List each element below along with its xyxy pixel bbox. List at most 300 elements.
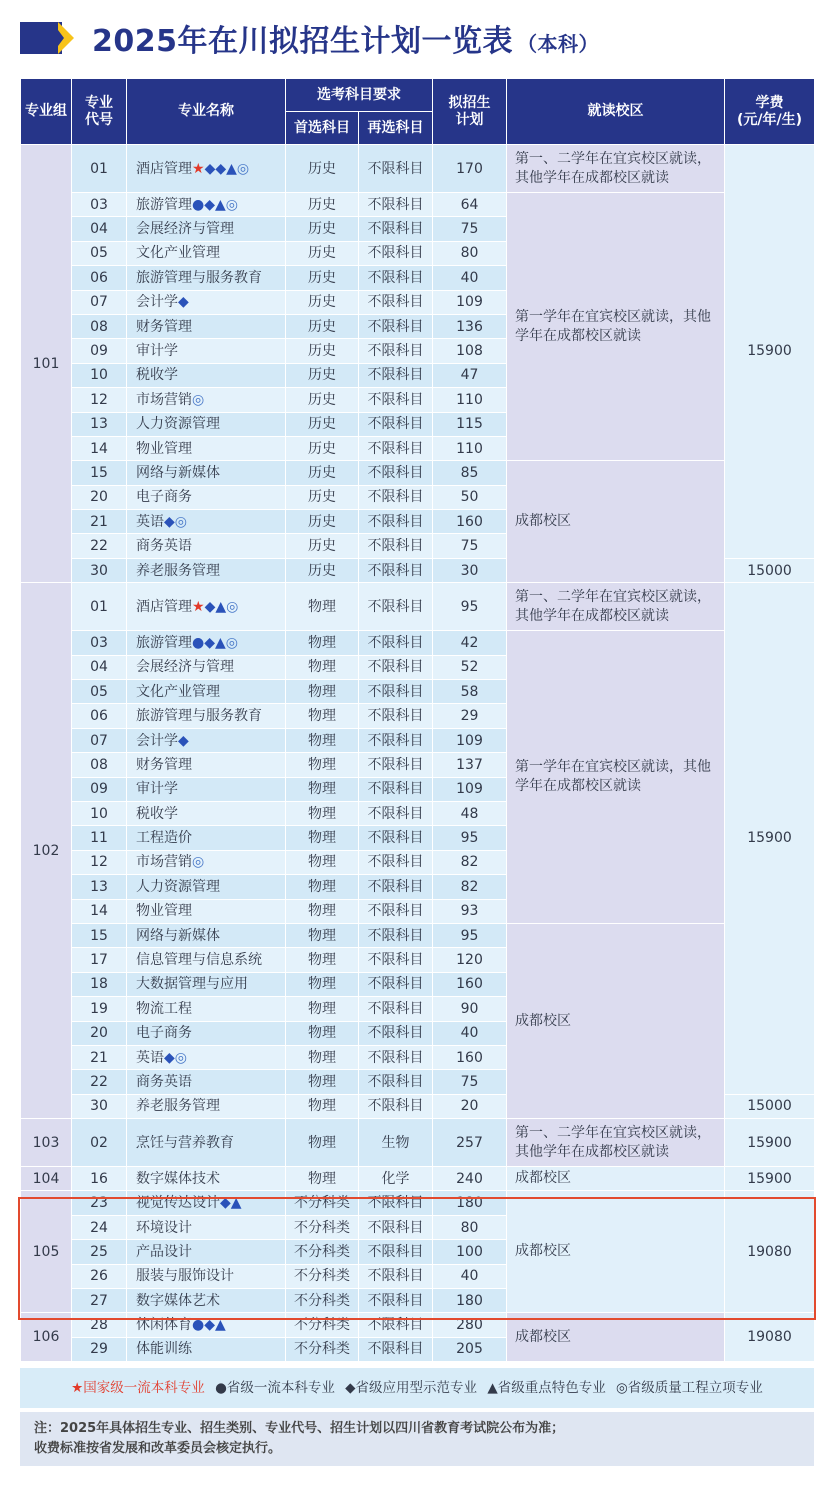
- major-name-cell: [127, 923, 286, 947]
- table-row: [21, 923, 815, 947]
- second-subject-cell: 不限科目: [359, 801, 433, 825]
- second-subject-cell: 不限科目: [359, 534, 433, 558]
- honor-mark-icon: ◆: [215, 160, 227, 177]
- code-cell: 16: [72, 1167, 127, 1191]
- code-cell: 01: [72, 145, 127, 193]
- honor-mark-icon: ★: [192, 160, 205, 177]
- fee-cell: 19080: [725, 1313, 815, 1362]
- plan-count-cell: 109: [433, 777, 507, 801]
- second-subject-cell: 不限科目: [359, 388, 433, 412]
- plan-count-cell: 95: [433, 583, 507, 631]
- second-subject-cell: 不限科目: [359, 339, 433, 363]
- major-name: 信息管理与信息系统: [136, 952, 262, 969]
- major-name-cell: [127, 1191, 286, 1215]
- code-cell: 14: [72, 436, 127, 460]
- code-cell: 12: [72, 388, 127, 412]
- first-subject-cell: 不分科类: [286, 1264, 359, 1288]
- fee-cell: 15900: [725, 145, 815, 559]
- major-name: 烹饪与营养教育: [136, 1134, 234, 1151]
- major-name-cell: [127, 801, 286, 825]
- code-cell: 04: [72, 655, 127, 679]
- first-subject-cell: 物理: [286, 1021, 359, 1045]
- major-marks: [192, 854, 204, 870]
- major-name: 产品设计: [136, 1243, 192, 1260]
- major-marks: [192, 1317, 226, 1333]
- fee-cell: 15000: [725, 1094, 815, 1118]
- plan-count-cell: 120: [433, 948, 507, 972]
- campus-cell: 第一学年在宜宾校区就读，其他学年在成都校区就读: [507, 193, 725, 461]
- major-name: 物流工程: [136, 1000, 192, 1017]
- col-fee-header: [725, 79, 815, 145]
- table-row: [21, 631, 815, 655]
- second-subject-cell: 不限科目: [359, 826, 433, 850]
- first-subject-cell: 物理: [286, 972, 359, 996]
- first-subject-cell: 不分科类: [286, 1240, 359, 1264]
- plan-count-cell: 75: [433, 1070, 507, 1094]
- honor-mark-icon: ◎: [192, 854, 205, 871]
- major-name-cell: [127, 826, 286, 850]
- first-subject-cell: 历史: [286, 145, 359, 193]
- second-subject-cell: 不限科目: [359, 850, 433, 874]
- plan-count-cell: 75: [433, 534, 507, 558]
- major-name-cell: [127, 1045, 286, 1069]
- group-cell: 104: [21, 1167, 72, 1191]
- major-name: 电子商务: [136, 1025, 192, 1042]
- honor-mark-icon: ◆: [204, 598, 216, 615]
- major-name-cell: [127, 631, 286, 655]
- table-row: [21, 583, 815, 631]
- table-body: [21, 145, 815, 1362]
- honor-mark-icon: ◆: [204, 160, 216, 177]
- second-subject-cell: 不限科目: [359, 436, 433, 460]
- major-name: 税收学: [136, 367, 178, 384]
- second-subject-cell: 化学: [359, 1167, 433, 1191]
- major-name-cell: [127, 193, 286, 217]
- honor-mark-icon: ▲: [226, 160, 237, 177]
- group-cell: 101: [21, 145, 72, 583]
- second-subject-cell: 不限科目: [359, 704, 433, 728]
- first-subject-cell: 历史: [286, 193, 359, 217]
- plan-count-cell: 82: [433, 850, 507, 874]
- col-plan-line2: 计划: [455, 111, 484, 128]
- code-cell: 11: [72, 826, 127, 850]
- code-cell: 18: [72, 972, 127, 996]
- major-name: 人力资源管理: [136, 416, 220, 433]
- first-subject-cell: 物理: [286, 728, 359, 752]
- code-cell: 24: [72, 1215, 127, 1239]
- honor-mark-icon: ▲: [215, 1317, 226, 1334]
- code-cell: 10: [72, 801, 127, 825]
- col-code-line2: 代号: [85, 111, 113, 128]
- second-subject-cell: 不限科目: [359, 1215, 433, 1239]
- table-row: [21, 1191, 815, 1215]
- second-subject-cell: 不限科目: [359, 997, 433, 1021]
- major-name: 电子商务: [136, 489, 192, 506]
- col-campus-header: 就读校区: [507, 79, 725, 145]
- plan-count-cell: 109: [433, 728, 507, 752]
- group-cell: 106: [21, 1313, 72, 1362]
- plan-count-cell: 109: [433, 290, 507, 314]
- major-name: 环境设计: [136, 1219, 192, 1236]
- major-name-cell: [127, 461, 286, 485]
- major-marks: [192, 635, 238, 651]
- second-subject-cell: 不限科目: [359, 655, 433, 679]
- code-cell: 15: [72, 461, 127, 485]
- code-cell: 27: [72, 1289, 127, 1313]
- major-name: 文化产业管理: [136, 683, 220, 700]
- group-cell: 102: [21, 583, 72, 1119]
- first-subject-cell: 物理: [286, 1119, 359, 1167]
- campus-cell: 成都校区: [507, 461, 725, 583]
- campus-cell: 第一、二学年在宜宾校区就读，其他学年在成都校区就读: [507, 583, 725, 631]
- plan-count-cell: 180: [433, 1191, 507, 1215]
- first-subject-cell: 历史: [286, 558, 359, 582]
- major-name-cell: [127, 1094, 286, 1118]
- honor-mark-icon: ▲: [215, 634, 226, 651]
- first-subject-cell: 历史: [286, 241, 359, 265]
- code-cell: 05: [72, 680, 127, 704]
- honor-mark-icon: ●: [192, 1317, 205, 1334]
- major-name-cell: [127, 1337, 286, 1361]
- first-subject-cell: 历史: [286, 534, 359, 558]
- table-row: [21, 1119, 815, 1167]
- code-cell: 15: [72, 923, 127, 947]
- plan-count-cell: 64: [433, 193, 507, 217]
- code-cell: 03: [72, 631, 127, 655]
- major-name-cell: [127, 290, 286, 314]
- plan-count-cell: 82: [433, 875, 507, 899]
- honor-mark-icon: ◎: [174, 1049, 187, 1066]
- first-subject-cell: 不分科类: [286, 1191, 359, 1215]
- second-subject-cell: 不限科目: [359, 145, 433, 193]
- honor-mark-icon: ◆: [178, 294, 189, 311]
- major-name: 物业管理: [136, 440, 192, 457]
- second-subject-cell: 不限科目: [359, 510, 433, 534]
- major-marks: [192, 392, 204, 408]
- table-row: [21, 1313, 815, 1337]
- code-cell: 20: [72, 485, 127, 509]
- plan-count-cell: 29: [433, 704, 507, 728]
- major-name-cell: [127, 680, 286, 704]
- second-subject-cell: 不限科目: [359, 1191, 433, 1215]
- second-subject-cell: 不限科目: [359, 1337, 433, 1361]
- page-title: [92, 16, 599, 60]
- first-subject-cell: 历史: [286, 388, 359, 412]
- major-name: 酒店管理: [136, 598, 192, 615]
- first-subject-cell: 不分科类: [286, 1337, 359, 1361]
- second-subject-cell: 不限科目: [359, 363, 433, 387]
- plan-count-cell: 80: [433, 241, 507, 265]
- col-subject-req-header: 选考科目要求: [286, 79, 433, 112]
- major-name: 旅游管理: [136, 634, 192, 651]
- table-row: [21, 461, 815, 485]
- first-subject-cell: 不分科类: [286, 1313, 359, 1337]
- major-name-cell: [127, 217, 286, 241]
- major-name: 数字媒体艺术: [136, 1292, 220, 1309]
- major-name-cell: [127, 412, 286, 436]
- col-plan-header: [433, 79, 507, 145]
- major-name: 会展经济与管理: [136, 659, 234, 676]
- campus-cell: 成都校区: [507, 1167, 725, 1191]
- major-name: 体能训练: [136, 1341, 192, 1358]
- first-subject-cell: 物理: [286, 826, 359, 850]
- plan-count-cell: 40: [433, 1264, 507, 1288]
- major-name: 会计学: [136, 294, 178, 311]
- code-cell: 06: [72, 704, 127, 728]
- second-subject-cell: 不限科目: [359, 412, 433, 436]
- major-name-cell: [127, 558, 286, 582]
- honor-mark-icon: ▲: [215, 196, 226, 213]
- major-name-cell: [127, 241, 286, 265]
- major-name: 旅游管理与服务教育: [136, 708, 262, 725]
- second-subject-cell: 不限科目: [359, 461, 433, 485]
- second-subject-cell: 不限科目: [359, 923, 433, 947]
- major-name-cell: [127, 997, 286, 1021]
- legend: [20, 1368, 814, 1408]
- plan-count-cell: 100: [433, 1240, 507, 1264]
- fee-cell: 15900: [725, 583, 815, 1094]
- plan-count-cell: 85: [433, 461, 507, 485]
- major-name-cell: [127, 266, 286, 290]
- major-marks: [178, 294, 189, 310]
- legend-national: ★国家级一流本科专业: [71, 1380, 205, 1396]
- second-subject-cell: 不限科目: [359, 631, 433, 655]
- honor-mark-icon: ●: [192, 196, 205, 213]
- first-subject-cell: 物理: [286, 631, 359, 655]
- major-name-cell: [127, 314, 286, 338]
- code-cell: 29: [72, 1337, 127, 1361]
- second-subject-cell: 不限科目: [359, 728, 433, 752]
- code-cell: 20: [72, 1021, 127, 1045]
- major-name: 会计学: [136, 732, 178, 749]
- honor-mark-icon: ◎: [225, 196, 238, 213]
- code-cell: 22: [72, 534, 127, 558]
- campus-cell: 成都校区: [507, 1191, 725, 1313]
- code-cell: 23: [72, 1191, 127, 1215]
- second-subject-cell: 不限科目: [359, 1240, 433, 1264]
- major-name-cell: [127, 1289, 286, 1313]
- major-name-cell: [127, 753, 286, 777]
- major-name-cell: [127, 1215, 286, 1239]
- col-second-subject-header: 再选科目: [359, 112, 433, 145]
- group-cell: 105: [21, 1191, 72, 1313]
- col-code-header: [72, 79, 127, 145]
- first-subject-cell: 物理: [286, 777, 359, 801]
- major-name: 数字媒体技术: [136, 1170, 220, 1187]
- first-subject-cell: 物理: [286, 1070, 359, 1094]
- code-cell: 04: [72, 217, 127, 241]
- second-subject-cell: 不限科目: [359, 485, 433, 509]
- first-subject-cell: 物理: [286, 923, 359, 947]
- first-subject-cell: 历史: [286, 217, 359, 241]
- code-cell: 25: [72, 1240, 127, 1264]
- col-first-subject-header: 首选科目: [286, 112, 359, 145]
- plan-count-cell: 40: [433, 1021, 507, 1045]
- first-subject-cell: 物理: [286, 1094, 359, 1118]
- plan-count-cell: 50: [433, 485, 507, 509]
- legend-key: ▲省级重点特色专业: [487, 1380, 606, 1396]
- first-subject-cell: 物理: [286, 875, 359, 899]
- plan-count-cell: 52: [433, 655, 507, 679]
- first-subject-cell: 物理: [286, 899, 359, 923]
- first-subject-cell: 历史: [286, 485, 359, 509]
- major-name-cell: [127, 388, 286, 412]
- major-name: 休闲体育: [136, 1317, 192, 1334]
- honor-mark-icon: ◆: [220, 1195, 231, 1212]
- honor-mark-icon: ▲: [230, 1195, 242, 1212]
- major-name: 工程造价: [136, 830, 192, 847]
- major-name-cell: [127, 339, 286, 363]
- major-name-cell: [127, 1070, 286, 1094]
- major-name-cell: [127, 948, 286, 972]
- plan-count-cell: 180: [433, 1289, 507, 1313]
- first-subject-cell: 物理: [286, 655, 359, 679]
- plan-count-cell: 48: [433, 801, 507, 825]
- major-marks: [164, 514, 187, 530]
- major-name: 财务管理: [136, 318, 192, 335]
- major-name-cell: [127, 436, 286, 460]
- code-cell: 17: [72, 948, 127, 972]
- first-subject-cell: 物理: [286, 704, 359, 728]
- first-subject-cell: 物理: [286, 583, 359, 631]
- first-subject-cell: 物理: [286, 850, 359, 874]
- code-cell: 13: [72, 875, 127, 899]
- code-cell: 21: [72, 1045, 127, 1069]
- table-row: [21, 1167, 815, 1191]
- plan-count-cell: 42: [433, 631, 507, 655]
- col-group-header: 专业组: [21, 79, 72, 145]
- plan-count-cell: 110: [433, 388, 507, 412]
- major-name: 财务管理: [136, 756, 192, 773]
- plan-count-cell: 160: [433, 972, 507, 996]
- honor-mark-icon: ★: [192, 598, 205, 615]
- major-name-cell: [127, 899, 286, 923]
- major-name-cell: [127, 777, 286, 801]
- major-name: 养老服务管理: [136, 1098, 220, 1115]
- table-row: [21, 193, 815, 217]
- major-name: 人力资源管理: [136, 878, 220, 895]
- second-subject-cell: 不限科目: [359, 1313, 433, 1337]
- first-subject-cell: 历史: [286, 510, 359, 534]
- col-plan-line1: 拟招生: [448, 94, 491, 111]
- campus-cell: 第一学年在宜宾校区就读，其他学年在成都校区就读: [507, 631, 725, 924]
- major-name-cell: [127, 875, 286, 899]
- honor-mark-icon: ◆: [164, 1049, 175, 1066]
- title-suffix: （本科）: [517, 32, 599, 56]
- honor-mark-icon: ◎: [174, 513, 187, 530]
- major-name: 文化产业管理: [136, 245, 220, 262]
- major-name: 税收学: [136, 805, 178, 822]
- major-name: 市场营销: [136, 391, 192, 408]
- plan-count-cell: 47: [433, 363, 507, 387]
- second-subject-cell: 不限科目: [359, 680, 433, 704]
- major-name-cell: [127, 728, 286, 752]
- honor-mark-icon: ◎: [236, 160, 250, 177]
- code-cell: 30: [72, 1094, 127, 1118]
- major-name: 商务英语: [136, 1073, 192, 1090]
- header-chevron-inner-icon: [52, 22, 64, 54]
- second-subject-cell: 不限科目: [359, 1264, 433, 1288]
- fee-cell: 15000: [725, 558, 815, 582]
- second-subject-cell: 不限科目: [359, 899, 433, 923]
- honor-mark-icon: ◆: [178, 732, 189, 749]
- col-fee-line2: (元/年/生): [736, 111, 803, 128]
- fee-cell: 15900: [725, 1167, 815, 1191]
- plan-count-cell: 108: [433, 339, 507, 363]
- page-header: [0, 0, 833, 78]
- footnote-line1: 注：2025年具体招生专业、招生类别、专业代号、招生计划以四川省教育考试院公布为准；: [34, 1421, 565, 1436]
- major-name: 网络与新媒体: [136, 927, 220, 944]
- honor-mark-icon: ◆: [204, 1317, 215, 1334]
- first-subject-cell: 历史: [286, 339, 359, 363]
- plan-count-cell: 20: [433, 1094, 507, 1118]
- major-name: 审计学: [136, 781, 178, 798]
- major-marks: [220, 1195, 242, 1211]
- honor-mark-icon: ◎: [192, 391, 205, 408]
- major-name: 旅游管理: [136, 196, 192, 213]
- second-subject-cell: 不限科目: [359, 1094, 433, 1118]
- plan-count-cell: 90: [433, 997, 507, 1021]
- plan-count-cell: 280: [433, 1313, 507, 1337]
- plan-count-cell: 58: [433, 680, 507, 704]
- major-name: 旅游管理与服务教育: [136, 269, 262, 286]
- campus-cell: 成都校区: [507, 1313, 725, 1362]
- code-cell: 02: [72, 1119, 127, 1167]
- code-cell: 05: [72, 241, 127, 265]
- major-name-cell: [127, 704, 286, 728]
- first-subject-cell: 物理: [286, 1045, 359, 1069]
- second-subject-cell: 不限科目: [359, 217, 433, 241]
- major-name-cell: [127, 1167, 286, 1191]
- code-cell: 22: [72, 1070, 127, 1094]
- second-subject-cell: 不限科目: [359, 314, 433, 338]
- major-name: 酒店管理: [136, 160, 192, 177]
- code-cell: 30: [72, 558, 127, 582]
- first-subject-cell: 历史: [286, 290, 359, 314]
- major-name: 物业管理: [136, 903, 192, 920]
- footnote-line2: 收费标准按省发展和改革委员会核定执行。: [34, 1441, 282, 1456]
- plan-count-cell: 170: [433, 145, 507, 193]
- first-subject-cell: 物理: [286, 680, 359, 704]
- plan-count-cell: 80: [433, 1215, 507, 1239]
- major-name: 会展经济与管理: [136, 221, 234, 238]
- group-cell: 103: [21, 1119, 72, 1167]
- second-subject-cell: 不限科目: [359, 875, 433, 899]
- campus-cell: 第一、二学年在宜宾校区就读，其他学年在成都校区就读: [507, 1119, 725, 1167]
- first-subject-cell: 不分科类: [286, 1289, 359, 1313]
- enrollment-plan-table: [20, 78, 815, 1362]
- first-subject-cell: 物理: [286, 1167, 359, 1191]
- code-cell: 01: [72, 583, 127, 631]
- second-subject-cell: 不限科目: [359, 290, 433, 314]
- plan-count-cell: 95: [433, 923, 507, 947]
- second-subject-cell: 不限科目: [359, 558, 433, 582]
- major-name-cell: [127, 655, 286, 679]
- second-subject-cell: 不限科目: [359, 1070, 433, 1094]
- major-name: 养老服务管理: [136, 562, 220, 579]
- legend-quality: ◎省级质量工程立项专业: [616, 1380, 763, 1396]
- first-subject-cell: 不分科类: [286, 1215, 359, 1239]
- first-subject-cell: 历史: [286, 436, 359, 460]
- major-name-cell: [127, 1119, 286, 1167]
- honor-mark-icon: ●: [192, 634, 205, 651]
- major-name-cell: [127, 485, 286, 509]
- major-name-cell: [127, 850, 286, 874]
- major-name-cell: [127, 1264, 286, 1288]
- code-cell: 08: [72, 314, 127, 338]
- second-subject-cell: 不限科目: [359, 241, 433, 265]
- major-name-cell: [127, 145, 286, 193]
